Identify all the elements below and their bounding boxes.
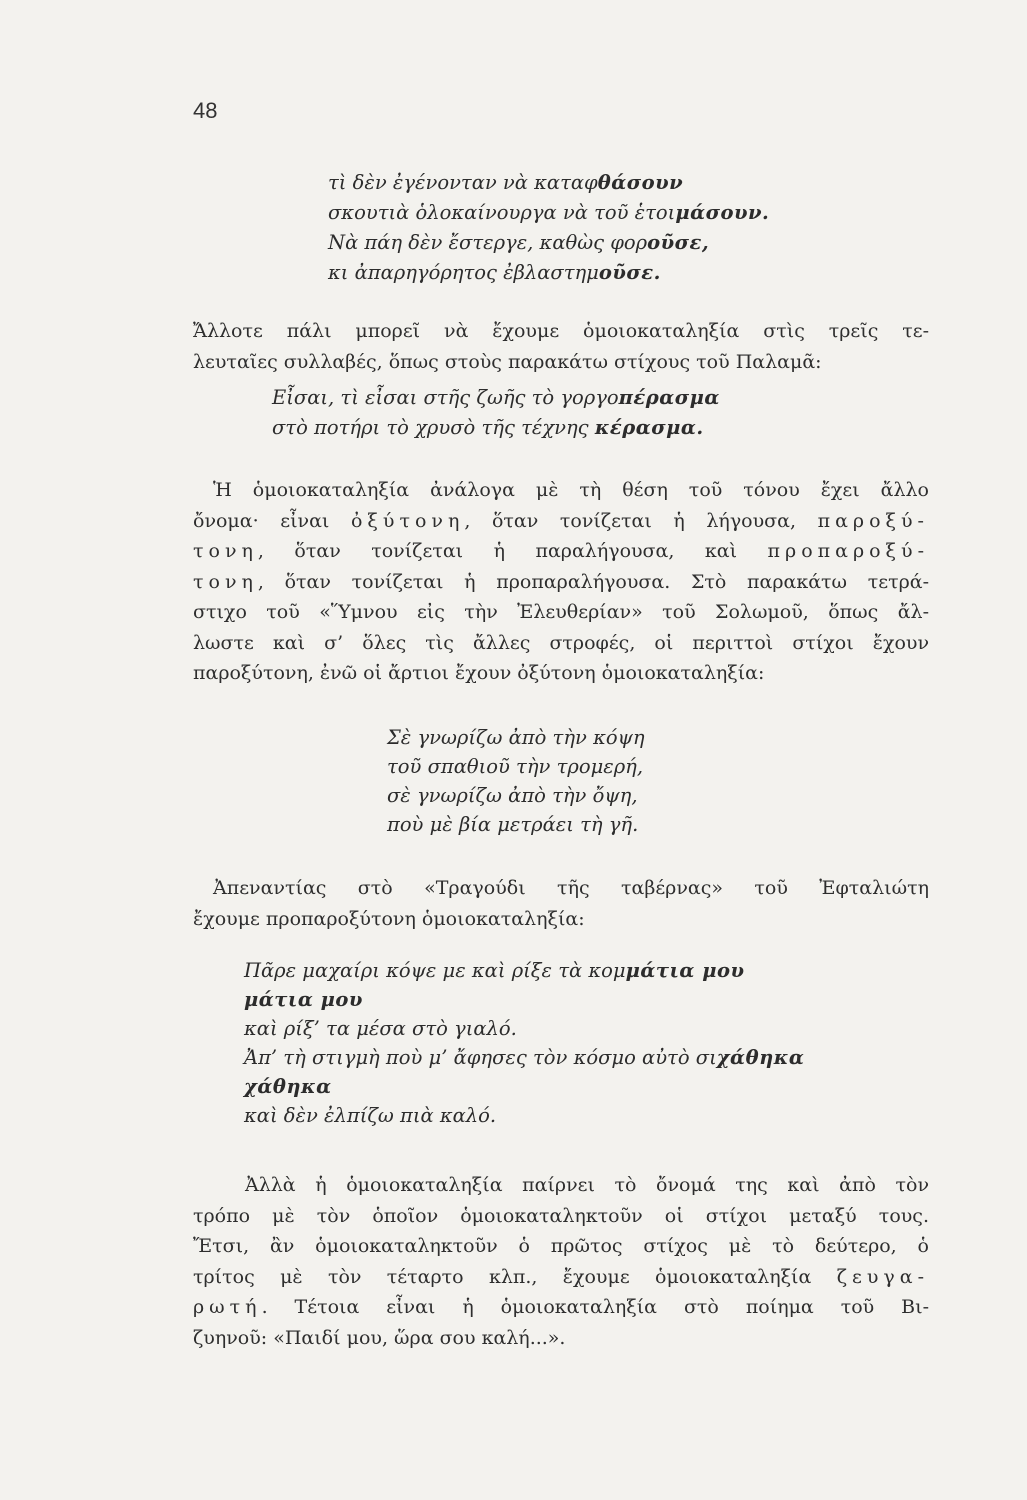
text-line: τρίτος μὲ τὸν τέταρτο κλπ., ἔχουμε ὁμοιοκαταληξία ζευγα- — [193, 1265, 929, 1288]
verse-stanza-2 — [272, 383, 720, 443]
verse-line: τοῦ σπαθιοῦ τὴν τρομερή, — [387, 755, 644, 778]
verse-line: καὶ ρίξ’ τα μέσα στὸ γιαλό. — [244, 1017, 517, 1040]
text-line: ρωτή. Τέτοια εἶναι ἡ ὁμοιοκαταληξία στὸ ποίημα τοῦ Βι- — [193, 1296, 929, 1318]
text-line: Ἔτσι, ἂν ὁμοιοκαταληκτοῦν ὁ πρῶτος στίχος μὲ τὸ δεύτερο, ὁ — [193, 1235, 929, 1257]
text-line: τονη, ὅταν τονίζεται ἡ προπαραλήγουσα. Στὸ παρακάτω τετρά- — [193, 570, 929, 593]
verse-line: Εἶσαι, τὶ εἶσαι στῆς ζωῆς τὸ γοργοπέρασμα — [272, 386, 720, 409]
verse-line: Ἀπ’ τὴ στιγμὴ ποὺ μ’ ἄφησες τὸν κόσμο αὐτὸ σιχάθηκα — [244, 1046, 805, 1069]
text-line: τρόπο μὲ τὸν ὁποῖον ὁμοιοκαταληκτοῦν οἱ στίχοι μεταξύ τους. — [193, 1204, 929, 1227]
text-line: Ἡ ὁμοιοκαταληξία ἀνάλογα μὲ τὴ θέση τοῦ τόνου ἔχει ἄλλο — [213, 479, 929, 501]
verse-line: χάθηκα — [244, 1075, 332, 1098]
text-line: Ἄλλοτε πάλι μπορεῖ νὰ ἔχουμε ὁμοιοκαταληξία στὶς τρεῖς τε- — [193, 320, 929, 342]
verse-line: Νὰ πάη δὲν ἔστεργε, καθὼς φοροῦσε, — [328, 231, 710, 254]
verse-line: ποὺ μὲ βία μετράει τὴ γῆ. — [387, 813, 639, 836]
verse-line: μάτια μου — [244, 988, 363, 1011]
text-line: λωστε καὶ σ’ ὅλες τὶς ἄλλες στροφές, οἱ περιττοὶ στίχοι ἔχουν — [193, 631, 929, 654]
text-line: Ἀλλὰ ἡ ὁμοιοκαταληξία παίρνει τὸ ὄνομά της καὶ ἀπὸ τὸν — [245, 1174, 929, 1196]
verse-line: σὲ γνωρίζω ἀπὸ τὴν ὄψη, — [387, 784, 638, 807]
verse-line: Σὲ γνωρίζω ἀπὸ τὴν κόψη — [387, 726, 645, 749]
verse-stanza-4 — [244, 956, 804, 1130]
text-line: ὄνομα· εἶναι ὀξύτονη, ὅταν τονίζεται ἡ λήγουσα, παροξύ- — [193, 509, 929, 532]
text-line: τονη, ὅταν τονίζεται ἡ παραλήγουσα, καὶ προπαροξύ- — [193, 540, 929, 562]
verse-line: καὶ δὲν ἐλπίζω πιὰ καλό. — [244, 1104, 497, 1127]
text-line: στιχο τοῦ «Ὕμνου εἰς τὴν Ἐλευθερίαν» τοῦ Σολωμοῦ, ὅπως ἄλ- — [193, 601, 929, 623]
text-line: Ἀπεναντίας στὸ «Τραγούδι τῆς ταβέρνας» τοῦ Ἐφταλιώτη — [213, 877, 929, 899]
text-line: ἔχουμε προπαροξύτονη ὁμοιοκαταληξία: — [193, 907, 585, 930]
verse-stanza-1 — [328, 168, 769, 288]
verse-line: κι ἀπαρηγόρητος ἐβλαστημοῦσε. — [328, 261, 661, 284]
text-line: λευταῖες συλλαβές, ὅπως στοὺς παρακάτω στίχους τοῦ Παλαμᾶ: — [193, 350, 822, 373]
verse-line: Πᾶρε μαχαίρι κόψε με καὶ ρίξε τὰ κομμάτια μου — [244, 959, 745, 982]
verse-line: τὶ δὲν ἐγένονταν νὰ καταφθάσουν — [328, 171, 684, 194]
text-line: ζυηνοῦ: «Παιδί μου, ὥρα σου καλή...». — [193, 1326, 566, 1349]
page-number: 48 — [193, 98, 218, 123]
verse-line: σκουτιὰ ὁλοκαίνουργα νὰ τοῦ ἑτοιμάσουν. — [328, 201, 770, 224]
verse-stanza-3 — [387, 723, 645, 839]
verse-line: στὸ ποτήρι τὸ χρυσὸ τῆς τέχνης κέρασμα. — [272, 416, 704, 439]
paragraph-1 — [193, 316, 929, 377]
text-line: παροξύτονη, ἐνῶ οἱ ἄρτιοι ἔχουν ὀξύτονη ὁμοιοκαταληξία: — [193, 662, 765, 684]
paragraph-4 — [193, 1170, 929, 1353]
paragraph-3 — [193, 873, 929, 934]
paragraph-2 — [193, 475, 929, 689]
